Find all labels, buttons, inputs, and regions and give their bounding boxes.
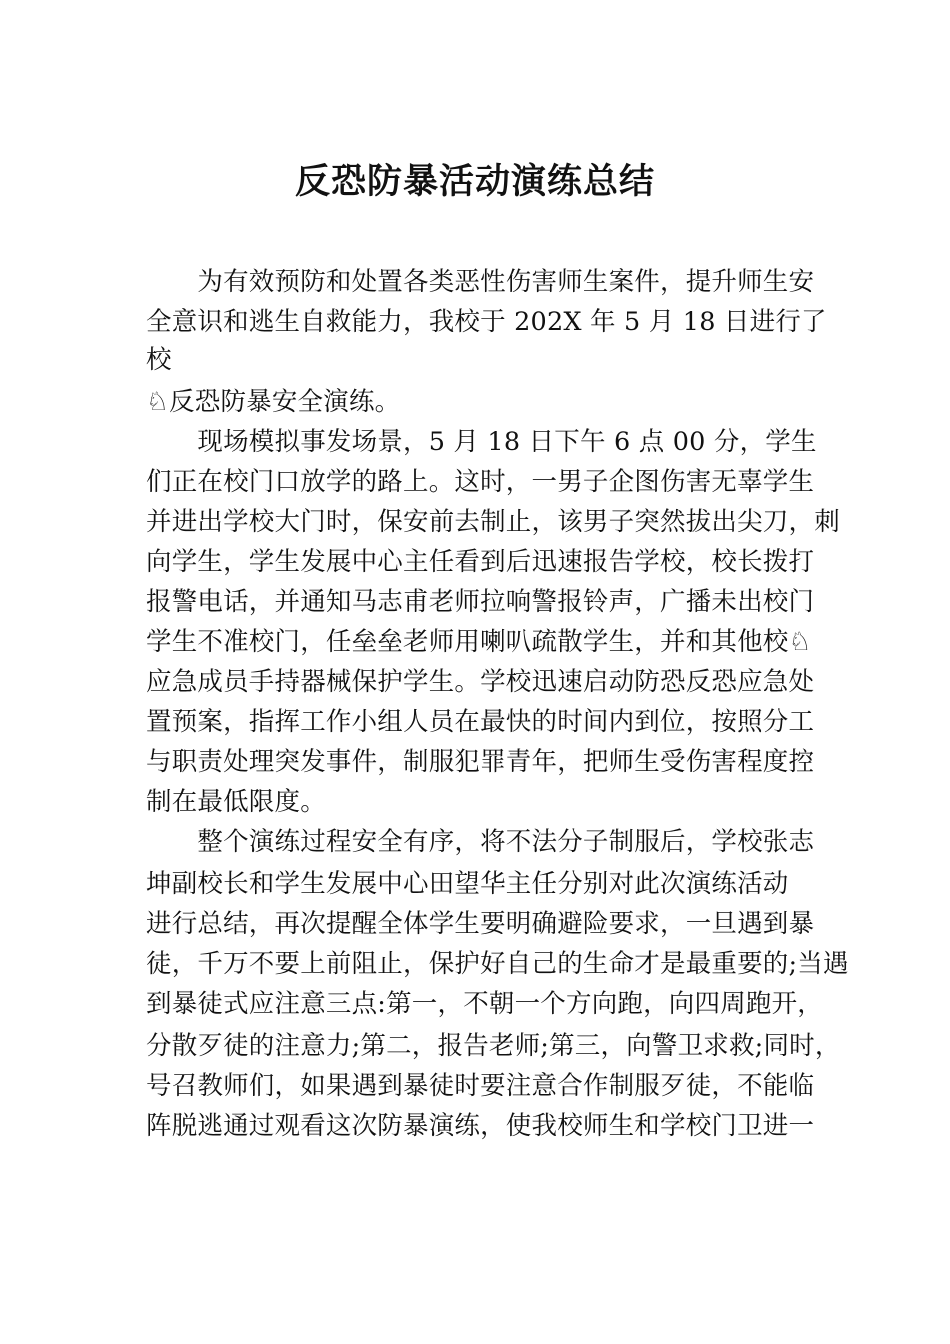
text-line: 制在最低限度。: [146, 787, 326, 817]
text-line: 与职责处理突发事件，制服犯罪青年，把师生受伤害程度控: [146, 747, 815, 777]
text-line: 向学生，学生发展中心主任看到后迅速报告学校，校长拨打: [146, 547, 815, 577]
text-line: 报警电话，并通知马志甫老师拉响警报铃声，广播未出校门: [146, 587, 815, 617]
text-line: 为有效预防和处置各类恶性伤害师生案件，提升师生安: [146, 267, 815, 297]
text-line: 徒，千万不要上前阻止，保护好自己的生命才是最重要的;当遇: [146, 949, 849, 979]
text-line: 现场模拟事发场景，5 月 18 日下午 6 点 00 分，学生: [146, 427, 817, 457]
text-line: 校: [146, 345, 172, 375]
text-line: 分散歹徒的注意力;第二，报告老师;第三，向警卫求救;同时，: [146, 1031, 841, 1061]
text-line: 学生不准校门，任垒垒老师用喇叭疏散学生，并和其他校♘: [146, 627, 812, 657]
text-line: 坤副校长和学生发展中心田望华主任分别对此次演练活动: [146, 869, 789, 899]
text-line: 置预案，指挥工作小组人员在最快的时间内到位，按照分工: [146, 707, 815, 737]
text-line: 应急成员手持器械保护学生。学校迅速启动防恐反恐应急处: [146, 667, 815, 697]
text-line: 阵脱逃通过观看这次防暴演练，使我校师生和学校门卫进一: [146, 1111, 815, 1141]
text-line: 进行总结，再次提醒全体学生要明确避险要求，一旦遇到暴: [146, 909, 815, 939]
text-line: 号召教师们，如果遇到暴徒时要注意合作制服歹徒，不能临: [146, 1071, 815, 1101]
text-line: 全意识和逃生自救能力，我校于 202X 年 5 月 18 日进行了: [146, 307, 827, 337]
text-line: 们正在校门口放学的路上。这时，一男子企图伤害无辜学生: [146, 467, 815, 497]
text-line: 整个演练过程安全有序，将不法分子制服后，学校张志: [146, 827, 815, 857]
text-line: 并进出学校大门时，保安前去制止，该男子突然拔出尖刀，刺: [146, 507, 840, 537]
text-line: 到暴徒式应注意三点:第一，不朝一个方向跑，向四周跑开，: [146, 989, 823, 1019]
text-line: ♘反恐防暴安全演练。: [146, 387, 401, 417]
document-title: 反恐防暴活动演练总结: [294, 161, 655, 202]
